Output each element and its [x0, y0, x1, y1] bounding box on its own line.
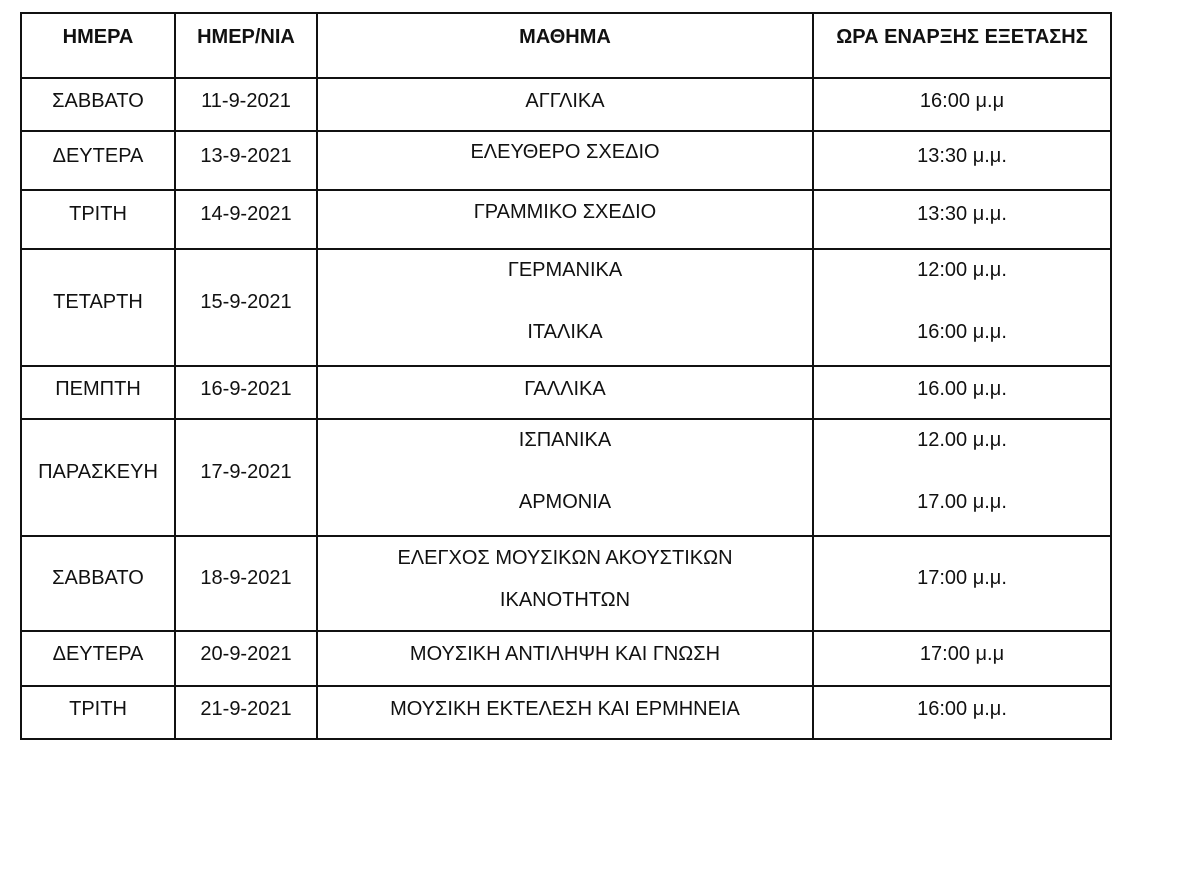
- day-cell: ΣΑΒΒΑΤΟ: [21, 536, 175, 631]
- subject-cell: [317, 419, 813, 536]
- time-text: 13:30 μ.μ.: [917, 145, 1007, 167]
- subject-text: ΓΕΡΜΑΝΙΚΑ: [507, 259, 623, 281]
- subject-text: ΓΑΛΛΙΚΑ: [524, 378, 606, 400]
- time-text: 17:00 μ.μ.: [917, 567, 1007, 589]
- date-cell: 20-9-2021: [175, 631, 317, 686]
- time-cell: [813, 366, 1111, 419]
- date-cell: 21-9-2021: [175, 686, 317, 739]
- subject-text: ΜΟΥΣΙΚΗ ΕΚΤΕΛΕΣΗ ΚΑΙ ΕΡΜΗΝΕΙΑ: [390, 698, 740, 720]
- subject-cell: [317, 536, 813, 631]
- subject-text: ΙΚΑΝΟΤΗΤΩΝ: [499, 589, 631, 611]
- table-row: [21, 366, 1111, 419]
- subject-text: ΑΡΜΟΝΙΑ: [518, 491, 612, 513]
- time-cell: [813, 686, 1111, 739]
- time-cell: [813, 536, 1111, 631]
- date-cell: 13-9-2021: [175, 131, 317, 190]
- date-cell: 18-9-2021: [175, 536, 317, 631]
- table-row: [21, 419, 1111, 536]
- time-text: 16:00 μ.μ: [919, 90, 1005, 112]
- date-cell: 11-9-2021: [175, 78, 317, 131]
- subject-cell: [317, 686, 813, 739]
- table-row: [21, 190, 1111, 249]
- subject-text: ΕΛΕΥΘΕΡΟ ΣΧΕΔΙΟ: [470, 141, 660, 163]
- time-cell: [813, 419, 1111, 536]
- time-text: 17.00 μ.μ.: [917, 491, 1007, 513]
- day-cell: ΔΕΥΤΕΡΑ: [21, 131, 175, 190]
- subject-cell: [317, 190, 813, 249]
- day-cell: ΤΕΤΑΡΤΗ: [21, 249, 175, 366]
- time-text: 16:00 μ.μ.: [917, 698, 1007, 720]
- time-cell: [813, 631, 1111, 686]
- subject-cell: [317, 131, 813, 190]
- time-text: 17:00 μ.μ: [919, 643, 1005, 665]
- table-row: [21, 631, 1111, 686]
- subject-cell: [317, 631, 813, 686]
- day-cell: ΠΕΜΠΤΗ: [21, 366, 175, 419]
- time-cell: [813, 78, 1111, 131]
- table-row: [21, 536, 1111, 631]
- day-cell: ΤΡΙΤΗ: [21, 686, 175, 739]
- subject-cell: [317, 249, 813, 366]
- table-row: [21, 78, 1111, 131]
- header-date: ΗΜΕΡ/ΝΙΑ: [175, 13, 317, 78]
- date-cell: 14-9-2021: [175, 190, 317, 249]
- day-cell: ΤΡΙΤΗ: [21, 190, 175, 249]
- time-cell: [813, 190, 1111, 249]
- subject-text: ΓΡΑΜΜΙΚΟ ΣΧΕΔΙΟ: [473, 201, 657, 223]
- time-text: 16.00 μ.μ.: [917, 378, 1007, 400]
- subject-text: ΑΓΓΛΙΚΑ: [525, 90, 605, 112]
- subject-text: ΙΤΑΛΙΚΑ: [527, 321, 603, 343]
- exam-schedule-table: [20, 12, 1112, 740]
- time-cell: [813, 131, 1111, 190]
- day-cell: ΣΑΒΒΑΤΟ: [21, 78, 175, 131]
- header-start-time: ΩΡΑ ΕΝΑΡΞΗΣ ΕΞΕΤΑΣΗΣ: [813, 13, 1111, 78]
- subject-text: ΕΛΕΓΧΟΣ ΜΟΥΣΙΚΩΝ ΑΚΟΥΣΤΙΚΩΝ: [397, 547, 733, 569]
- subject-text: ΜΟΥΣΙΚΗ ΑΝΤΙΛΗΨΗ ΚΑΙ ΓΝΩΣΗ: [409, 643, 721, 665]
- header-day: ΗΜΕΡΑ: [21, 13, 175, 78]
- date-cell: 15-9-2021: [175, 249, 317, 366]
- day-cell: ΔΕΥΤΕΡΑ: [21, 631, 175, 686]
- day-cell: ΠΑΡΑΣΚΕΥΗ: [21, 419, 175, 536]
- time-cell: [813, 249, 1111, 366]
- table-row: [21, 131, 1111, 190]
- header-subject: ΜΑΘΗΜΑ: [317, 13, 813, 78]
- table-row: [21, 249, 1111, 366]
- time-text: 12:00 μ.μ.: [917, 259, 1007, 281]
- time-text: 13:30 μ.μ.: [917, 203, 1007, 225]
- time-text: 16:00 μ.μ.: [917, 321, 1007, 343]
- subject-text: ΙΣΠΑΝΙΚΑ: [518, 429, 612, 451]
- date-cell: 17-9-2021: [175, 419, 317, 536]
- subject-cell: [317, 78, 813, 131]
- date-cell: 16-9-2021: [175, 366, 317, 419]
- table-row: [21, 686, 1111, 739]
- header-row: [21, 13, 1111, 78]
- subject-cell: [317, 366, 813, 419]
- time-text: 12.00 μ.μ.: [917, 429, 1007, 451]
